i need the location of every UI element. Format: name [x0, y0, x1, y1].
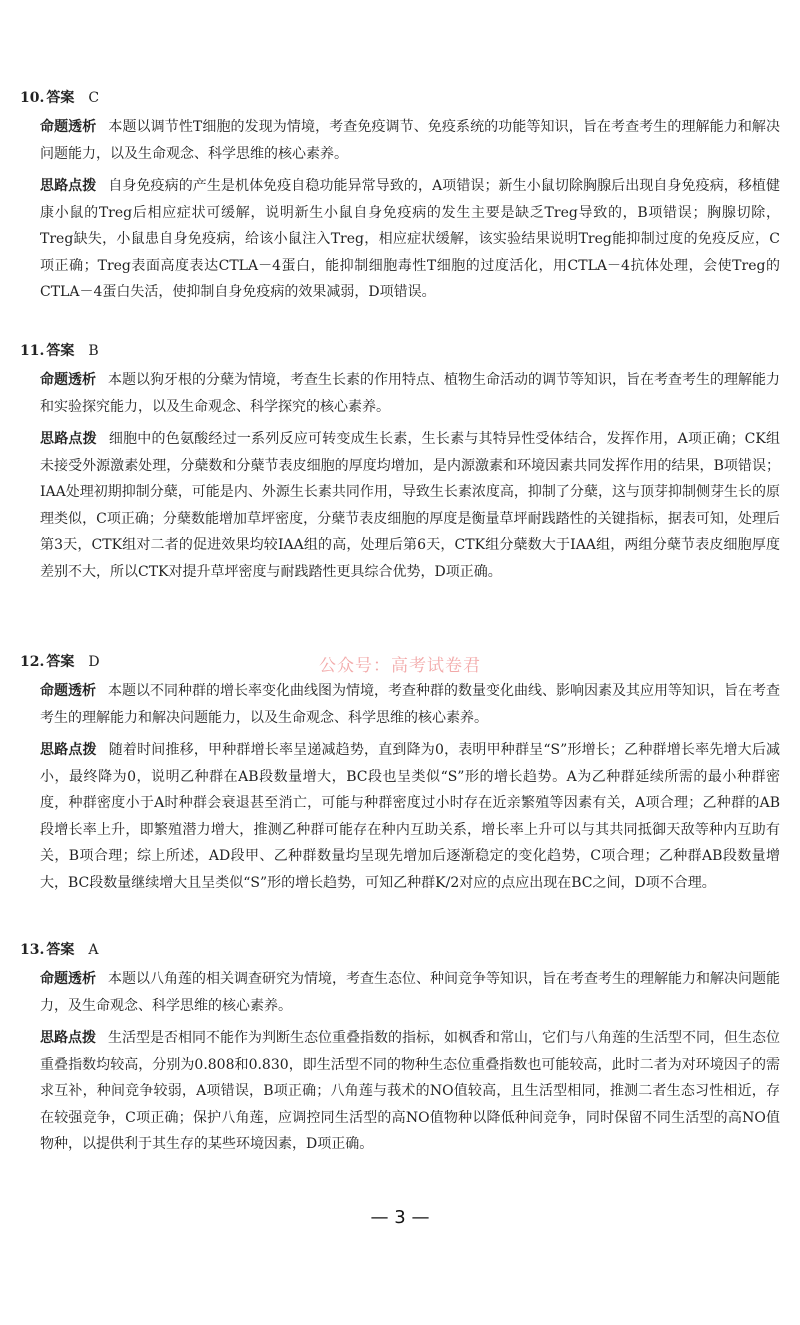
analysis-paragraph — [40, 678, 780, 731]
analysis-label: 命题透析 — [40, 971, 96, 987]
question-number: 13. — [20, 942, 45, 958]
hint-paragraph — [40, 426, 780, 585]
answer-label: 答案 — [46, 654, 75, 670]
question-12 — [20, 652, 780, 896]
analysis-paragraph — [40, 114, 780, 167]
question-number: 10. — [20, 90, 45, 106]
hint-label: 思路点拨 — [40, 178, 97, 194]
analysis-text: 本题以调节性T细胞的发现为情境，考查免疫调节、免疫系统的功能等知识，旨在考查考生的理解能力和解决问题能力，以及生命观念、科学思维的核心素养。 — [40, 119, 781, 162]
hint-label: 思路点拨 — [40, 431, 97, 447]
question-13 — [20, 940, 780, 1158]
answer-label: 答案 — [46, 942, 75, 958]
page-number: — 3 — — [370, 1207, 430, 1228]
analysis-text: 本题以八角莲的相关调查研究为情境，考查生态位、种间竞争等知识，旨在考查考生的理解能力和解决问题能力，及生命观念、科学思维的核心素养。 — [40, 971, 780, 1014]
analysis-text: 本题以不同种群的增长率变化曲线图为情境，考查种群的数量变化曲线、影响因素及其应用等知识，旨在考查考生的理解能力和解决问题能力，以及生命观念、科学思维的核心素养。 — [40, 683, 780, 726]
analysis-paragraph — [40, 367, 780, 420]
answer-label: 答案 — [46, 90, 75, 106]
question-number: 12. — [20, 654, 45, 670]
question-header — [20, 88, 780, 108]
watermark: 公众号：高考试卷君 — [319, 656, 481, 676]
answer-value: B — [88, 343, 99, 359]
analysis-label: 命题透析 — [40, 372, 96, 388]
question-number: 11. — [20, 343, 45, 359]
analysis-text: 本题以狗牙根的分蘖为情境，考查生长素的作用特点、植物生命活动的调节等知识，旨在考查考生的理解能力和实验探究能力，以及生命观念、科学探究的核心素养。 — [40, 372, 780, 415]
answer-value: D — [88, 654, 100, 670]
hint-text: 随着时间推移，甲种群增长率呈递减趋势，直到降为0，表明甲种群呈“S”形增长；乙种群增长率先增大后减小，最终降为0，说明乙种群在AB段数量增大，BC段也呈类似“S”形的增长趋势。A为乙种群延续所需的最小种群密度，种群密度小于A时种群会衰退甚至消亡，可能与种群密度过小时存在近亲繁殖等因素有关，A项合理；乙种群的AB段增长率上升，即繁殖潜力增大，推测乙种群可能存在种内互助关系，增长率上升可以与其共同抵御天敌等种内互助有关，B项合理；综上所述，AD段甲、乙种群数量均呈现先增加后逐渐稳定的变化趋势，C项合理；乙种群AB段数量增大，BC段数量继续增大且呈类似“S”形的增长趋势，可知乙种群K/2对应的点应出现在BC之间，D项不合理。 — [40, 742, 781, 891]
analysis-label: 命题透析 — [40, 119, 97, 135]
hint-label: 思路点拨 — [40, 742, 97, 758]
hint-paragraph — [40, 173, 780, 306]
hint-paragraph — [40, 1025, 780, 1158]
hint-text: 生活型是否相同不能作为判断生态位重叠指数的指标，如枫香和常山，它们与八角莲的生活型不同，但生态位重叠指数均较高，分别为0.808和0.830，即生活型不同的物种生态位重叠指数也可能较高，此时二者为对环境因子的需求互补，种间竞争较弱，A项错误，B项正确；八角莲与莪术的NO值较高，且生活型相同，推测二者生态习性相近，存在较强竞争，C项正确；保护八角莲，应调控同生活型的高NO值物种以降低种间竞争，同时保留不同生活型的高NO值物种，以提供利于其生存的某些环境因素，D项正确。 — [40, 1030, 780, 1152]
analysis-paragraph — [40, 966, 780, 1019]
hint-paragraph — [40, 737, 780, 896]
question-11 — [20, 341, 780, 585]
answer-value: A — [88, 942, 99, 958]
question-10 — [20, 88, 780, 306]
hint-text: 细胞中的色氨酸经过一系列反应可转变成生长素，生长素与其特异性受体结合，发挥作用，A项正确；CK组未接受外源激素处理，分蘖数和分蘖节表皮细胞的厚度均增加，是内源激素和环境因素共同发挥作用的结果，B项错误；IAA处理初期抑制分蘖，可能是内、外源生长素共同作用，导致生长素浓度高，抑制了分蘖，这与顶芽抑制侧芽生长的原理类似，C项正确；分蘖数能增加草坪密度，分蘖节表皮细胞的厚度是衡量草坪耐践踏性的关键指标，据表可知，处理后第3天，CTK组对二者的促进效果均较IAA组的高，处理后第6天，CTK组分蘖数大于IAA组，两组分蘖节表皮细胞厚度差别不大，所以CTK对提升草坪密度与耐践踏性更具综合优势，D项正确。 — [40, 431, 780, 580]
hint-label: 思路点拨 — [40, 1030, 96, 1046]
hint-text: 自身免疫病的产生是机体免疫自稳功能异常导致的，A项错误；新生小鼠切除胸腺后出现自身免疫病，移植健康小鼠的Treg后相应症状可缓解，说明新生小鼠自身免疫病的发生主要是缺乏Treg导致的，B项错误；胸腺切除，Treg缺失，小鼠患自身免疫病，给该小鼠注入Treg，相应症状缓解，该实验结果说明Treg能抑制过度的免疫反应，C项正确；Treg表面高度表达CTLA－4蛋白，能抑制细胞毒性T细胞的过度活化，用CTLA－4抗体处理，会使Treg的CTLA－4蛋白失活，使抑制自身免疫病的效果减弱，D项错误。 — [40, 178, 781, 300]
answer-value: C — [88, 90, 100, 106]
answer-label: 答案 — [46, 343, 75, 359]
question-header — [20, 940, 780, 960]
question-header — [20, 341, 780, 361]
analysis-label: 命题透析 — [40, 683, 96, 699]
